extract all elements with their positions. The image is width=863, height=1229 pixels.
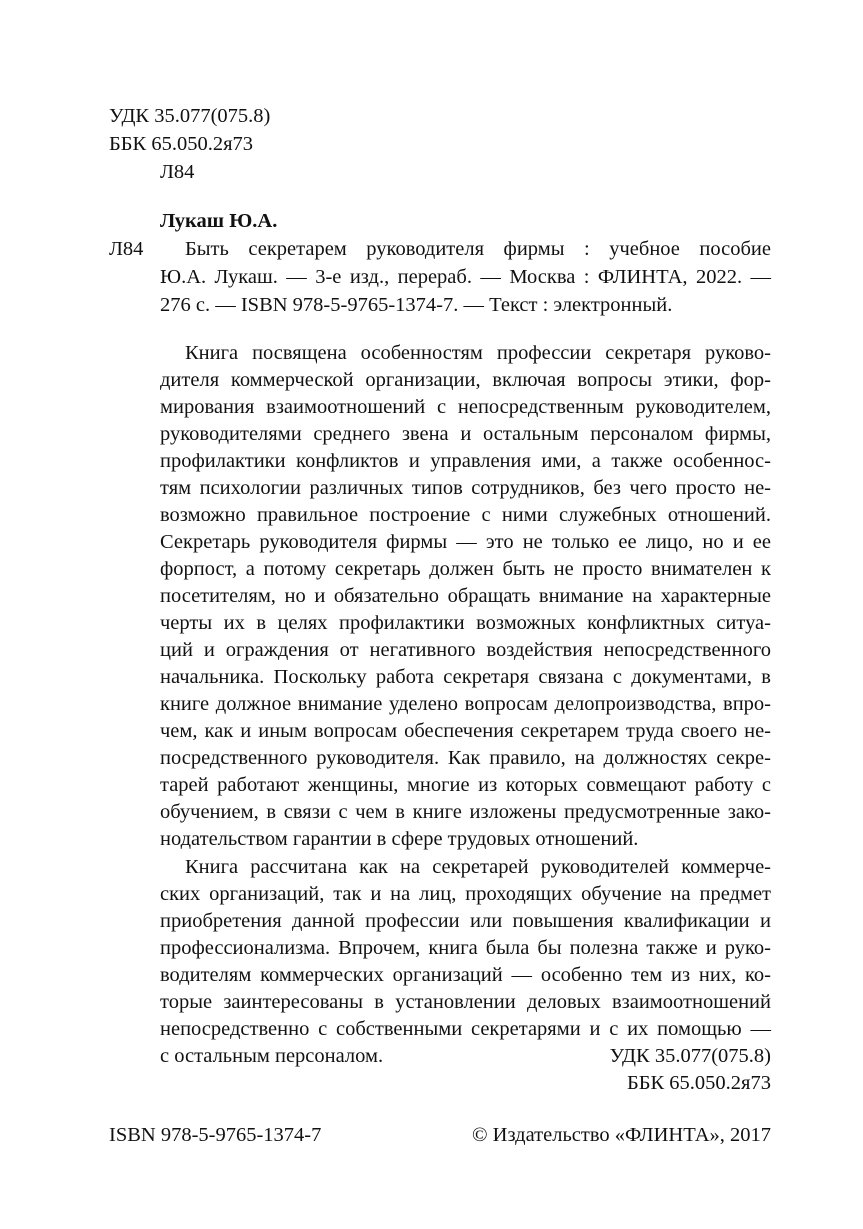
abstract-line: Книга рассчитана как на секретарей руководителей коммерче-	[185, 856, 771, 878]
copyright: © Издательство «ФЛИНТА», 2017	[471, 1124, 771, 1146]
abstract-line: Книга посвящена особенностям профессии секретаря руково-	[185, 342, 771, 364]
abstract-line: Секретарь руководителя фирмы — это не только ее лицо, но и ее	[160, 531, 771, 553]
abstract-line: обучением, в связи с чем в книге изложены предусмотренные зако-	[160, 801, 771, 823]
abstract-line: тям психологии различных типов сотрудников, без чего просто не-	[160, 477, 771, 499]
entry-line-3: 276 с. — ISBN 978-5-9765-1374-7. — Текст : электронный.	[160, 294, 673, 316]
abstract-line: профессионализма. Впрочем, книга была бы полезна также и руко-	[160, 937, 771, 959]
abstract-line: черты их в целях профилактики возможных конфликтных ситуа-	[160, 612, 771, 634]
abstract-line: профилактики конфликтов и управления ими, а также особеннос-	[160, 450, 771, 472]
entry-code: Л84	[109, 238, 144, 260]
abstract-line: начальника. Поскольку работа секретаря связана с документами, в	[160, 666, 771, 688]
abstract-line: посредственного руководителя. Как правило, на должностях секре-	[160, 747, 771, 769]
cutter-code: Л84	[160, 161, 195, 183]
udk-code-footer: УДК 35.077(075.8)	[609, 1045, 771, 1067]
abstract-line: чем, как и иным вопросам обеспечения секретарем труда своего не-	[160, 720, 771, 742]
abstract-line: с остальным персоналом.	[160, 1045, 384, 1067]
abstract-line: торые заинтересованы в установлении деловых взаимоотношений	[160, 991, 771, 1013]
entry-line-2: Ю.А. Лукаш. — 3-е изд., перераб. — Москва : ФЛИНТА, 2022. —	[160, 266, 771, 288]
udk-code: УДК 35.077(075.8)	[109, 105, 271, 127]
abstract-line: нодательством гарантии в сфере трудовых отношений.	[160, 828, 639, 850]
bbk-code: ББК 65.050.2я73	[109, 133, 254, 155]
abstract-line: непосредственно с собственными секретарями и с их помощью —	[160, 1018, 771, 1040]
abstract-line: ских организаций, так и на лиц, проходящих обучение на предмет	[160, 883, 771, 905]
abstract-line: возможно правильное построение с ними служебных отношений.	[160, 504, 771, 526]
abstract-line: мирования взаимоотношений с непосредственным руководителем,	[160, 396, 771, 418]
entry-line-1: Быть секретарем руководителя фирмы : учебное пособие	[185, 238, 771, 260]
abstract-line: приобретения данной профессии или повышения квалификации и	[160, 910, 771, 932]
bbk-code-footer: ББК 65.050.2я73	[626, 1072, 771, 1094]
isbn: ISBN 978-5-9765-1374-7	[109, 1124, 322, 1146]
abstract-line: водителям коммерческих организаций — особенно тем из них, ко-	[160, 964, 771, 986]
abstract-line: тарей работают женщины, многие из которых совмещают работу с	[160, 774, 771, 796]
author-name: Лукаш Ю.А.	[160, 210, 278, 232]
abstract-line: руководителями среднего звена и остальным персоналом фирмы,	[160, 423, 771, 445]
abstract-line: форпост, а потому секретарь должен быть не просто внимателен к	[160, 558, 771, 580]
abstract-line: ций и ограждения от негативного воздействия непосредственного	[160, 639, 771, 661]
abstract-line: дителя коммерческой организации, включая вопросы этики, фор-	[160, 369, 771, 391]
abstract-line: книге должное внимание уделено вопросам делопроизводства, впро-	[160, 693, 771, 715]
abstract-line: посетителям, но и обязательно обращать внимание на характерные	[160, 585, 771, 607]
